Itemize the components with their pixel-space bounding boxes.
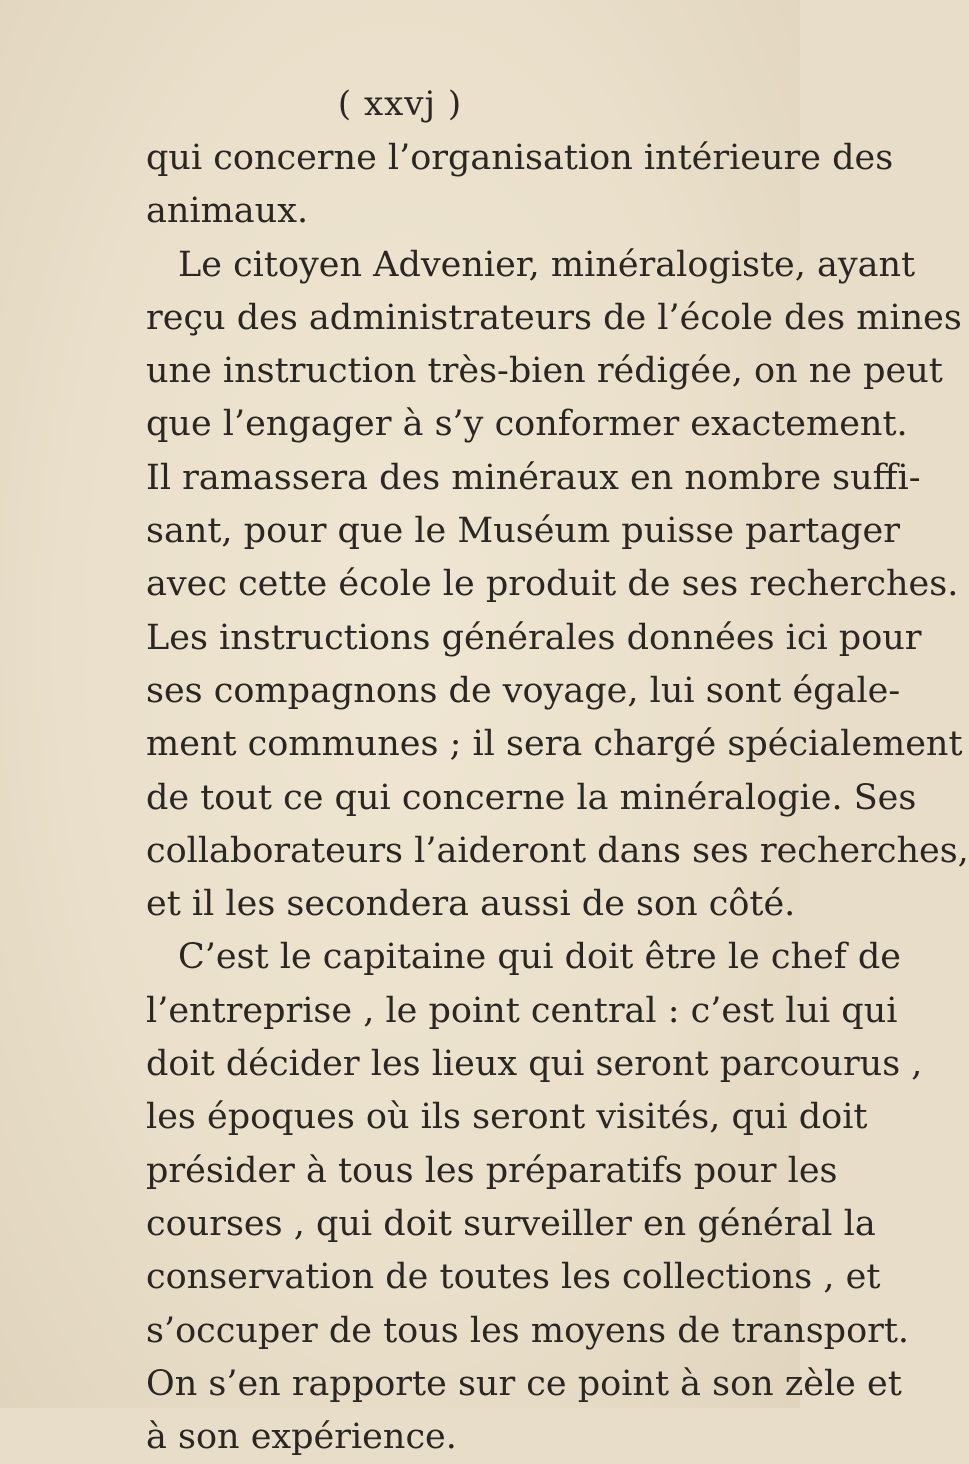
text-line: reçu des administrateurs de l’école des mines: [146, 297, 962, 338]
page-number: ( xxvj ): [337, 84, 463, 124]
text-line: les époques où ils seront visités, qui doit: [146, 1097, 868, 1138]
text-line: et il les secondera aussi de son côté.: [146, 884, 796, 925]
text-line: animaux.: [146, 191, 309, 232]
text-line: Les instructions générales données ici pour: [146, 617, 922, 658]
text-line: présider à tous les préparatifs pour les: [146, 1150, 838, 1191]
text-line: s’occuper de tous les moyens de transport.: [146, 1310, 910, 1351]
text-line: ment communes ; il sera chargé spécialement: [146, 724, 963, 765]
text-line: qui concerne l’organisation intérieure des: [146, 138, 894, 178]
text-line: Il ramassera des minéraux en nombre suffi-: [146, 457, 921, 498]
text-line: On s’en rapporte sur ce point à son zèle et: [146, 1363, 902, 1404]
text-line: conservation de toutes les collections , et: [146, 1257, 881, 1298]
text-line: que l’engager à s’y conformer exactement.: [146, 404, 908, 445]
text-line: sant, pour que le Muséum puisse partager: [146, 511, 900, 552]
text-line: C’est le capitaine qui doit être le chef de: [178, 937, 901, 978]
text-line: doit décider les lieux qui seront parcourus ,: [146, 1044, 923, 1085]
text-line: une instruction très-bien rédigée, on ne peut: [146, 351, 943, 392]
text-line: ses compagnons de voyage, lui sont égale-: [146, 670, 901, 711]
text-line: courses , qui doit surveiller en général la: [146, 1203, 876, 1244]
text-line: de tout ce qui concerne la minéralogie. Ses: [146, 777, 917, 818]
text-line: l’entreprise , le point central : c’est lui qui: [146, 990, 898, 1031]
body-text: [146, 132, 969, 1464]
text-line: à son expérience.: [146, 1417, 457, 1458]
text-line: avec cette école le produit de ses recherches.: [146, 564, 959, 605]
text-line: collaborateurs l’aideront dans ses recherches,: [146, 830, 969, 871]
text-line: Le citoyen Advenier, minéralogiste, ayant: [178, 244, 916, 285]
